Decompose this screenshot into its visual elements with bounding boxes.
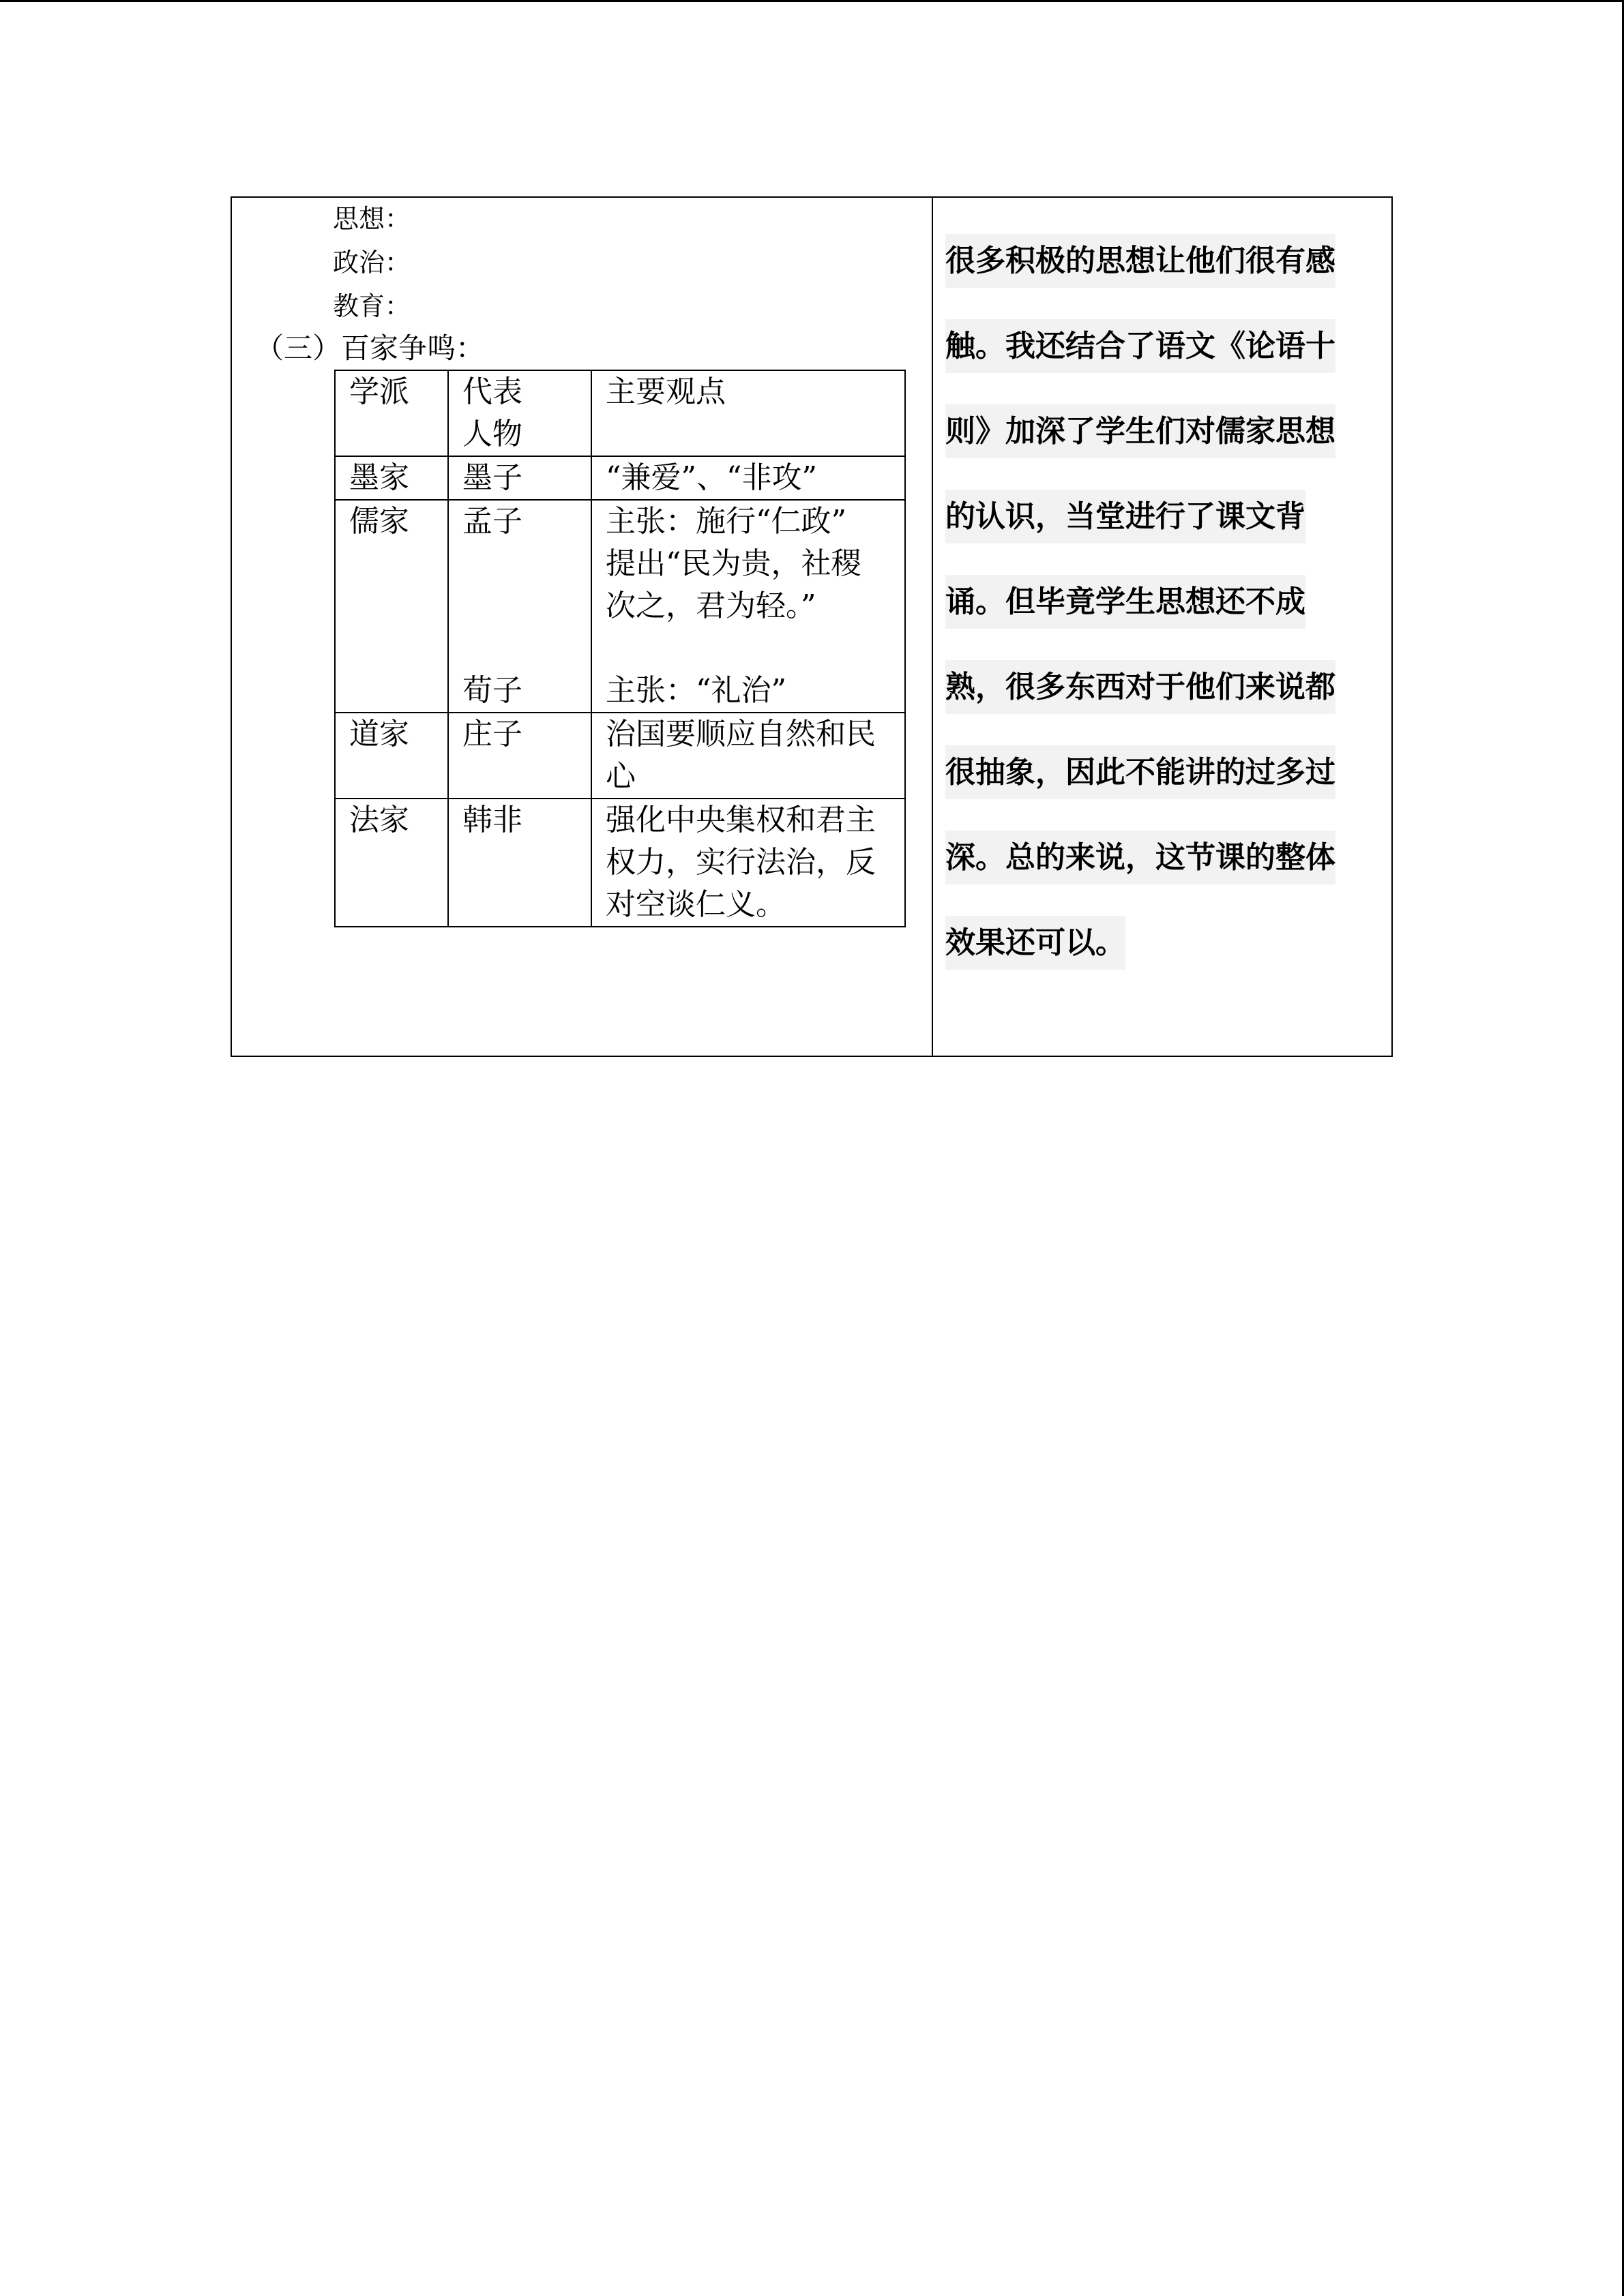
cell-school	[335, 713, 448, 799]
rep-mengzi: 孟子	[462, 504, 522, 539]
lesson-plan-table	[231, 196, 1393, 1057]
view-fa-line1: 强化中央集权和君主	[606, 803, 876, 837]
outline-zhengzhi: 政治：	[333, 248, 411, 278]
section-heading-baijia: （三）百家争鸣：	[255, 331, 485, 365]
page-top-border	[0, 0, 1624, 2]
header-main-view	[591, 370, 905, 456]
table-row	[335, 500, 905, 713]
school-mo: 墨家	[349, 460, 409, 495]
cell-school	[335, 500, 448, 713]
outline-jiaoyu: 教育：	[333, 291, 411, 321]
schools-of-thought-table	[334, 370, 906, 927]
cell-view	[591, 456, 905, 500]
cell-representative	[448, 799, 591, 927]
cell-representative	[448, 713, 591, 799]
reflection-cell	[933, 198, 1391, 1056]
view-ru-line3: 次之，君为轻。”	[606, 588, 816, 623]
cell-view	[591, 713, 905, 799]
outline-sixiang: 思想：	[333, 204, 411, 234]
rep-hanfei: 韩非	[462, 803, 522, 837]
header-school-text: 学派	[349, 374, 409, 409]
reflection-text: 很多积极的思想让他们很有感触。我还结合了语文《论语十则》加深了学生们对儒家思想的认识，当堂进行了课文背诵。但毕竟学生思想还不成熟，很多东西对于他们来说都很抽象，因此不能讲的过多过深。总的来说，这节课的整体效果还可以。	[945, 234, 1335, 970]
header-school	[335, 370, 448, 456]
school-ru: 儒家	[349, 504, 409, 539]
rep-zhuangzi: 庄子	[462, 717, 522, 751]
cell-school	[335, 799, 448, 927]
cell-view	[591, 799, 905, 927]
view-ru-lizhi: 主张：“礼治”	[606, 673, 786, 708]
header-rep-line1: 代表	[462, 374, 522, 409]
cell-representative	[448, 456, 591, 500]
rep-mozi: 墨子	[462, 460, 522, 495]
spacer	[462, 543, 591, 585]
cell-view	[591, 500, 905, 713]
content-cell	[232, 198, 933, 1056]
header-rep-line2: 人物	[462, 417, 522, 451]
view-mo: “兼爱”、“非攻”	[606, 460, 817, 495]
school-fa: 法家	[349, 803, 409, 837]
view-ru-line1: 主张：施行“仁政”	[606, 504, 846, 539]
cell-representative	[448, 500, 591, 713]
teaching-reflection	[945, 218, 1355, 985]
cell-school	[335, 456, 448, 500]
rep-xunzi: 荀子	[462, 673, 522, 708]
view-ru-line2: 提出“民为贵，社稷	[606, 546, 861, 581]
school-dao: 道家	[349, 717, 409, 751]
table-row	[335, 799, 905, 927]
view-dao-line1: 治国要顺应自然和民	[606, 717, 876, 751]
header-representative	[448, 370, 591, 456]
table-header-row	[335, 370, 905, 456]
spacer	[462, 585, 591, 627]
table-row	[335, 713, 905, 799]
header-view-text: 主要观点	[606, 374, 726, 409]
table-row	[335, 456, 905, 500]
view-fa-line3: 对空谈仁义。	[606, 887, 786, 922]
spacer	[606, 627, 904, 670]
view-dao-line2: 心	[606, 759, 636, 794]
spacer	[462, 627, 591, 670]
view-fa-line2: 权力，实行法治，反	[606, 845, 876, 880]
